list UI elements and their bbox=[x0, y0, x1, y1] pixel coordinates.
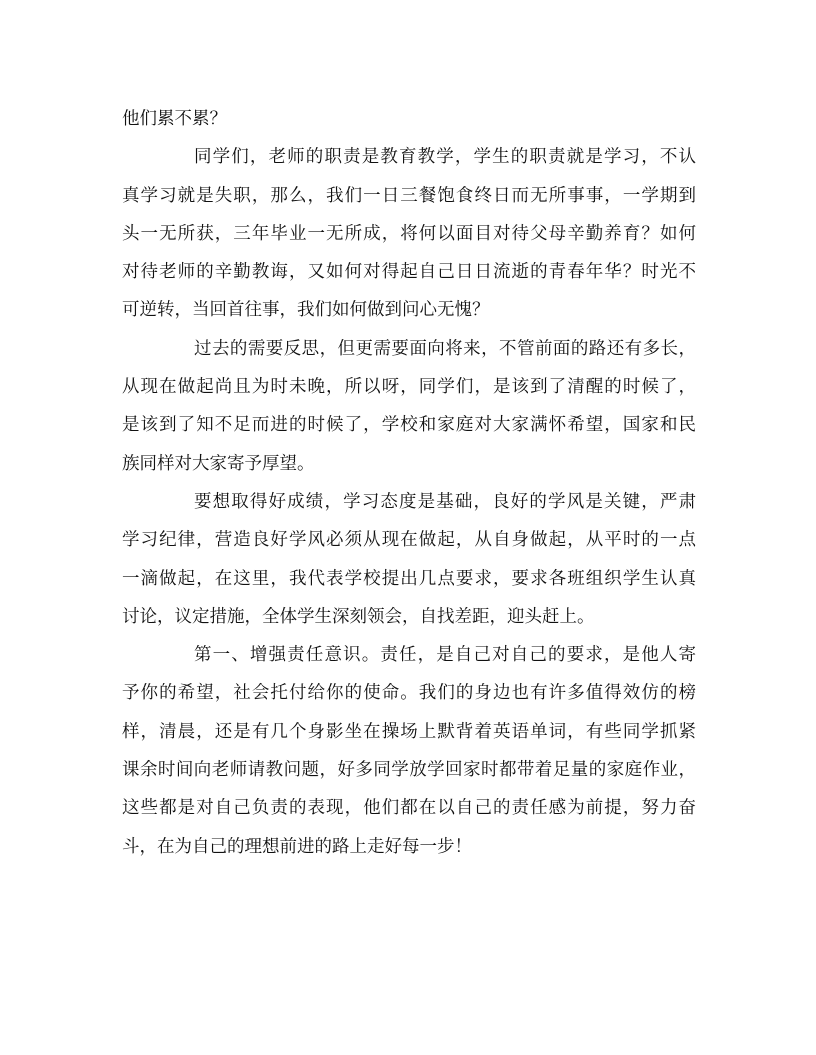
paragraph-first-line: 要想取得好成绩，学习态度是基础，良好的学风是关键，严肃 bbox=[194, 491, 696, 512]
text-line: 一滴做起，在这里，我代表学校提出几点要求，要求各班组织学生认真 bbox=[122, 568, 696, 589]
document-body bbox=[122, 100, 696, 866]
text-line: 课余时间向老师请教问题，好多同学放学回家时都带着足量的家庭作业， bbox=[122, 760, 696, 781]
text-line: 对待老师的辛勤教诲，又如何对得起自己日日流逝的青春年华？时光不 bbox=[122, 262, 696, 283]
text-line: 真学习就是失职，那么，我们一日三餐饱食终日而无所事事，一学期到 bbox=[122, 185, 696, 206]
text-line: 从现在做起尚且为时未晚，所以呀，同学们，是该到了清醒的时候了， bbox=[122, 377, 696, 398]
text-line: 是该到了知不足而进的时候了，学校和家庭对大家满怀希望，国家和民 bbox=[122, 415, 696, 436]
text-line: 斗，在为自己的理想前进的路上走好每一步！ bbox=[122, 836, 472, 857]
text-line: 学习纪律，营造良好学风必须从现在做起，从自身做起，从平时的一点 bbox=[122, 530, 696, 551]
text-line: 这些都是对自己负责的表现，他们都在以自己的责任感为前提，努力奋 bbox=[122, 798, 696, 819]
text-line: 予你的希望，社会托付给你的使命。我们的身边也有许多值得效仿的榜 bbox=[122, 683, 696, 704]
text-line: 头一无所获，三年毕业一无所成，将何以面目对待父母辛勤养育？如何 bbox=[122, 223, 696, 244]
text-line: 样，清晨，还是有几个身影坐在操场上默背着英语单词，有些同学抓紧 bbox=[122, 721, 696, 742]
paragraph-first-line: 第一、增强责任意识。责任，是自己对自己的要求，是他人寄 bbox=[194, 645, 696, 666]
text-line: 族同样对大家寄予厚望。 bbox=[122, 453, 315, 474]
text-line: 可逆转，当回首往事，我们如何做到问心无愧？ bbox=[122, 300, 490, 321]
paragraph-first-line: 过去的需要反思，但更需要面向将来，不管前面的路还有多长， bbox=[194, 338, 696, 359]
text-line: 他们累不累？ bbox=[122, 109, 227, 129]
paragraph-first-line: 同学们，老师的职责是教育教学，学生的职责就是学习，不认 bbox=[194, 147, 696, 168]
text-line: 讨论，议定措施，全体学生深刻领会，自找差距，迎头赶上。 bbox=[122, 606, 595, 627]
